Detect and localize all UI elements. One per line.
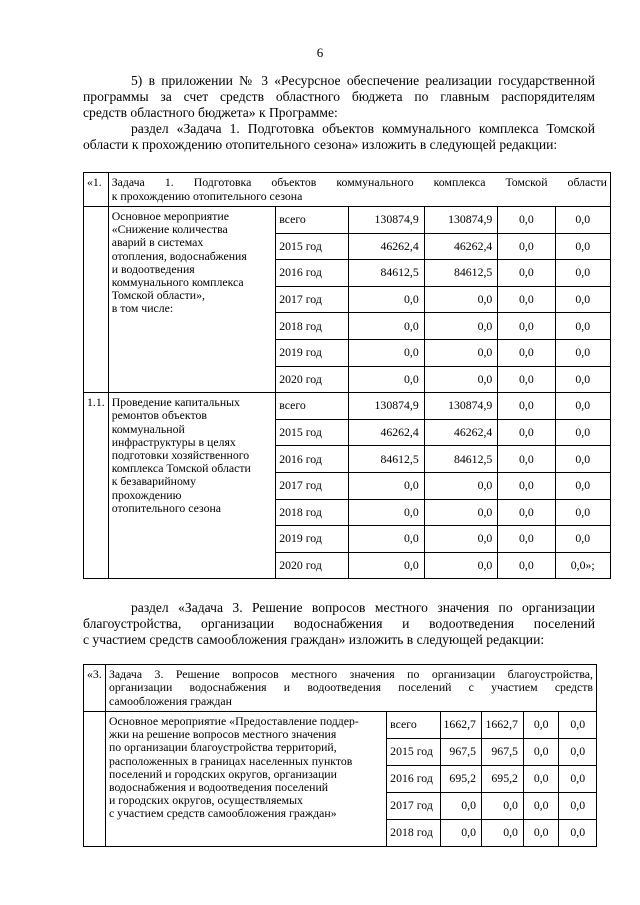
text-line: благоустройства, организации водоснабжения и водоотведения поселений bbox=[83, 616, 595, 631]
value-cell: 130874,9 bbox=[349, 207, 424, 234]
value-cell: 1662,7 bbox=[481, 712, 523, 739]
value-cell: 0,0 bbox=[498, 472, 555, 499]
value-cell: 0,0 bbox=[498, 446, 555, 473]
period-cell: 2015 год bbox=[387, 739, 440, 766]
value-cell: 0,0 bbox=[523, 739, 559, 766]
value-cell: 46262,4 bbox=[349, 419, 424, 446]
value-cell: 0,0 bbox=[555, 419, 611, 446]
period-cell: всего bbox=[276, 207, 349, 234]
value-cell: 1662,7 bbox=[440, 712, 481, 739]
value-cell: 0,0 bbox=[349, 526, 424, 553]
value-cell: 695,2 bbox=[481, 766, 523, 793]
value-cell: 0,0 bbox=[523, 820, 559, 847]
value-cell: 0,0 bbox=[498, 313, 555, 340]
value-cell: 0,0 bbox=[498, 366, 555, 393]
period-cell: 2016 год bbox=[276, 260, 349, 287]
page-number: 6 bbox=[316, 45, 324, 60]
value-cell: 695,2 bbox=[440, 766, 481, 793]
table-header-row bbox=[84, 173, 611, 207]
period-cell: 2015 год bbox=[276, 233, 349, 260]
value-cell: 0,0 bbox=[498, 499, 555, 526]
intro-paragraph bbox=[83, 73, 595, 153]
value-cell: 0,0 bbox=[498, 552, 555, 579]
value-cell: 0,0 bbox=[424, 499, 498, 526]
period-cell: 2018 год bbox=[276, 499, 349, 526]
period-cell: 2017 год bbox=[276, 472, 349, 499]
text-line: области к прохождению отопительного сезона» изложить в следующей редакции: bbox=[83, 137, 558, 152]
period-cell: 2015 год bbox=[276, 419, 349, 446]
value-cell: 46262,4 bbox=[424, 419, 498, 446]
value-cell: 46262,4 bbox=[424, 233, 498, 260]
task-title: Задача 1. Подготовка объектов коммунального комплекса Томской области к прохождению отопительного сезона bbox=[108, 173, 610, 207]
value-cell: 0,0 bbox=[481, 793, 523, 820]
value-cell: 0,0 bbox=[481, 820, 523, 847]
value-cell: 130874,9 bbox=[349, 393, 424, 420]
task-number: «3. bbox=[84, 665, 106, 712]
value-cell: 0,0 bbox=[559, 793, 597, 820]
value-cell: 0,0 bbox=[555, 286, 611, 313]
value-cell: 0,0 bbox=[555, 472, 611, 499]
value-cell: 0,0 bbox=[349, 286, 424, 313]
value-cell: 0,0 bbox=[349, 339, 424, 366]
period-cell: 2018 год bbox=[276, 313, 349, 340]
value-cell: 0,0 bbox=[555, 207, 611, 234]
value-cell: 0,0 bbox=[559, 739, 597, 766]
value-cell: 0,0 bbox=[555, 499, 611, 526]
value-cell: 0,0 bbox=[424, 472, 498, 499]
value-cell: 0,0 bbox=[559, 820, 597, 847]
item-number: 1.1. bbox=[84, 393, 109, 579]
value-cell: 0,0 bbox=[555, 313, 611, 340]
value-cell: 84612,5 bbox=[424, 260, 498, 287]
period-cell: 2019 год bbox=[276, 339, 349, 366]
value-cell: 46262,4 bbox=[349, 233, 424, 260]
value-cell: 0,0 bbox=[523, 712, 559, 739]
period-cell: всего bbox=[387, 712, 440, 739]
value-cell: 0,0 bbox=[555, 339, 611, 366]
period-cell: 2020 год bbox=[276, 366, 349, 393]
value-cell: 0,0 bbox=[498, 260, 555, 287]
value-cell: 0,0 bbox=[498, 286, 555, 313]
value-cell: 0,0 bbox=[555, 260, 611, 287]
value-cell: 0,0 bbox=[424, 313, 498, 340]
table-row bbox=[84, 393, 611, 420]
text-line: с участием средств самообложения граждан» изложить в следующей редакции: bbox=[83, 632, 545, 647]
activity-description: Основное мероприятие «Снижение количества аварий в системах отопления, водоснабжения и водоотведения коммунального комплекса Томской области», в том числе: bbox=[108, 207, 276, 393]
activity-description: Основное мероприятие «Предоставление поддер- жки на решение вопросов местного значения по организации благоустройства территорий, расположенных в границах населенных пунктов поселений и городских округов, организации водоснабжения и водоотведения поселений и городских округов, осуществляемых с участием средств самообложения граждан» bbox=[105, 712, 386, 847]
table-row bbox=[84, 712, 597, 739]
period-cell: 2019 год bbox=[276, 526, 349, 553]
value-cell: 0,0 bbox=[498, 526, 555, 553]
item-number bbox=[84, 712, 106, 847]
activity-description: Проведение капитальных ремонтов объектов коммунальной инфраструктуры в целях подготовки хозяйственного комплекса Томской области к безаварийному прохождению отопительного сезона bbox=[108, 393, 276, 579]
text-line: 5) в приложении № 3 «Ресурсное обеспечение реализации государственной bbox=[131, 73, 595, 88]
task-title: Задача 3. Решение вопросов местного значения по организации благоустройства, организации водоснабжения и водоотведения поселений с участием средств самообложения граждан bbox=[105, 665, 596, 712]
text-line: программы за счет средств областного бюджета по главным распорядителям bbox=[83, 89, 595, 104]
value-cell: 0,0 bbox=[498, 233, 555, 260]
value-cell: 967,5 bbox=[440, 739, 481, 766]
value-cell: 0,0 bbox=[555, 233, 611, 260]
value-cell: 84612,5 bbox=[349, 446, 424, 473]
text-line: раздел «Задача 1. Подготовка объектов коммунального комплекса Томской bbox=[131, 121, 595, 136]
task3-table bbox=[83, 664, 597, 847]
value-cell: 0,0 bbox=[523, 766, 559, 793]
value-cell: 0,0 bbox=[523, 793, 559, 820]
value-cell: 0,0 bbox=[498, 419, 555, 446]
value-cell: 0,0 bbox=[440, 820, 481, 847]
value-cell: 0,0 bbox=[424, 286, 498, 313]
table-header-row bbox=[84, 665, 597, 712]
value-cell: 0,0 bbox=[555, 393, 611, 420]
value-cell: 0,0 bbox=[559, 712, 597, 739]
value-cell: 0,0»; bbox=[555, 552, 611, 579]
value-cell: 0,0 bbox=[424, 366, 498, 393]
value-cell: 0,0 bbox=[424, 526, 498, 553]
period-cell: 2017 год bbox=[276, 286, 349, 313]
value-cell: 0,0 bbox=[349, 552, 424, 579]
period-cell: 2018 год bbox=[387, 820, 440, 847]
period-cell: всего bbox=[276, 393, 349, 420]
middle-paragraph bbox=[83, 600, 595, 648]
item-number bbox=[84, 207, 109, 393]
value-cell: 84612,5 bbox=[424, 446, 498, 473]
value-cell: 0,0 bbox=[424, 339, 498, 366]
value-cell: 0,0 bbox=[498, 393, 555, 420]
table-row bbox=[84, 207, 611, 234]
text-line: раздел «Задача 3. Решение вопросов местного значения по организации bbox=[131, 600, 595, 615]
value-cell: 0,0 bbox=[440, 793, 481, 820]
period-cell: 2017 год bbox=[387, 793, 440, 820]
value-cell: 0,0 bbox=[559, 766, 597, 793]
value-cell: 84612,5 bbox=[349, 260, 424, 287]
task1-table bbox=[83, 172, 611, 579]
value-cell: 0,0 bbox=[555, 446, 611, 473]
value-cell: 130874,9 bbox=[424, 207, 498, 234]
value-cell: 130874,9 bbox=[424, 393, 498, 420]
period-cell: 2020 год bbox=[276, 552, 349, 579]
value-cell: 967,5 bbox=[481, 739, 523, 766]
value-cell: 0,0 bbox=[498, 207, 555, 234]
value-cell: 0,0 bbox=[349, 499, 424, 526]
value-cell: 0,0 bbox=[424, 552, 498, 579]
value-cell: 0,0 bbox=[555, 366, 611, 393]
value-cell: 0,0 bbox=[498, 339, 555, 366]
value-cell: 0,0 bbox=[349, 313, 424, 340]
value-cell: 0,0 bbox=[555, 526, 611, 553]
period-cell: 2016 год bbox=[276, 446, 349, 473]
text-line: средств областного бюджета» к Программе: bbox=[83, 105, 338, 120]
value-cell: 0,0 bbox=[349, 366, 424, 393]
value-cell: 0,0 bbox=[349, 472, 424, 499]
period-cell: 2016 год bbox=[387, 766, 440, 793]
task-number: «1. bbox=[84, 173, 109, 207]
